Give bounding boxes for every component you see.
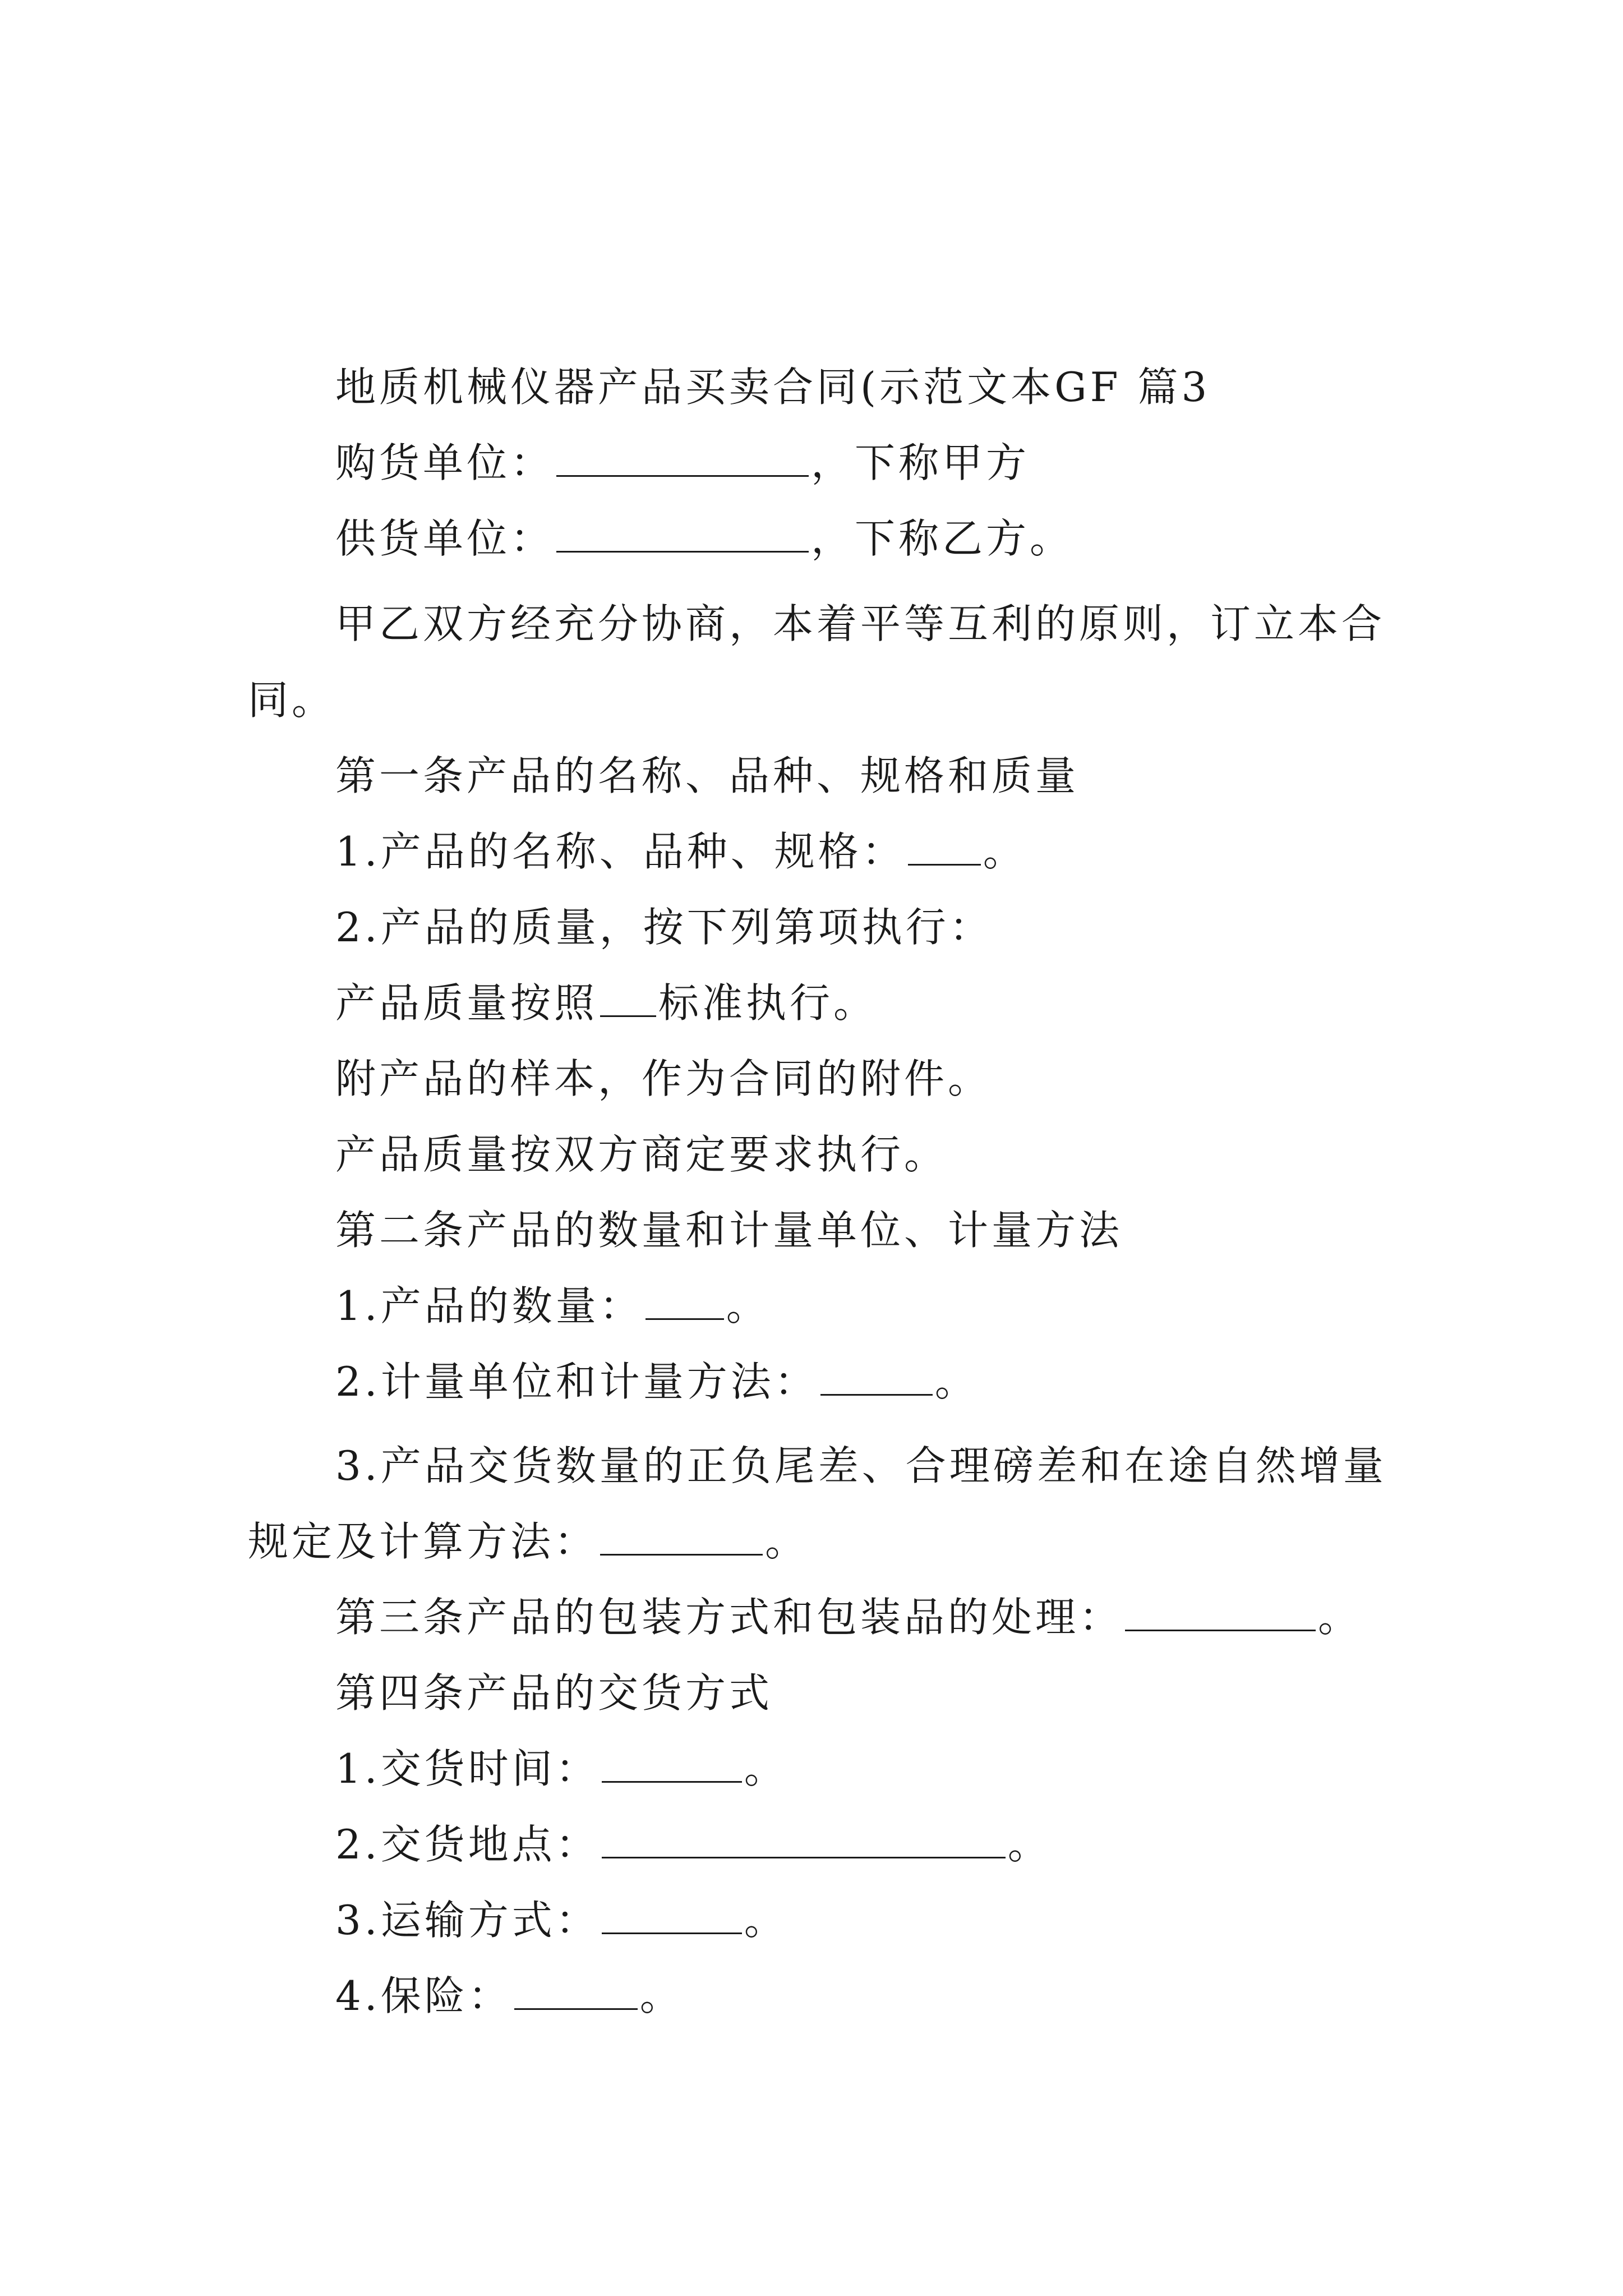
buyer-blank[interactable]: [556, 436, 809, 477]
standard-blank[interactable]: [600, 976, 656, 1017]
product-name-blank[interactable]: [908, 825, 981, 866]
article1-title: 第一条产品的名称、品种、规格和质量: [335, 752, 1080, 799]
tolerance-method-blank[interactable]: [600, 1515, 763, 1556]
article4-item2: 2.交货地点： 。: [335, 1816, 1052, 1872]
article1-option1: 产品质量按照 标准执行。: [335, 975, 877, 1031]
article4-item1: 1.交货时间： 。: [335, 1741, 788, 1797]
article1-option2: 附产品的样本，作为合同的附件。: [335, 1055, 992, 1102]
packaging-blank[interactable]: [1125, 1590, 1316, 1631]
quantity-blank[interactable]: [645, 1279, 724, 1320]
article3-line: 第三条产品的包装方式和包装品的处理： 。: [335, 1589, 1362, 1645]
article2-item3-line2: 规定及计算方法： 。: [248, 1513, 809, 1570]
delivery-place-blank[interactable]: [602, 1818, 1006, 1858]
article2-item1: 1.产品的数量： 。: [335, 1278, 770, 1334]
article1-item1: 1.产品的名称、品种、规格： 。: [335, 823, 1027, 880]
buyer-line: 购货单位： ，下称甲方: [335, 435, 1030, 491]
measurement-method-blank[interactable]: [820, 1355, 933, 1396]
article4-item3: 3.运输方式： 。: [335, 1892, 788, 1948]
article4-title: 第四条产品的交货方式: [335, 1669, 773, 1717]
article4-item4: 4.保险： 。: [335, 1968, 684, 2024]
article2-item2: 2.计量单位和计量方法： 。: [335, 1354, 979, 1410]
insurance-blank[interactable]: [514, 1969, 638, 2010]
seller-blank[interactable]: [556, 512, 809, 553]
intro-paragraph-line2: 同。: [248, 677, 336, 724]
article2-title: 第二条产品的数量和计量单位、计量方法: [335, 1207, 1123, 1254]
intro-paragraph-line1: 甲乙双方经充分协商，本着平等互利的原则，订立本合: [335, 600, 1386, 647]
article2-item3-line1: 3.产品交货数量的正负尾差、合理磅差和在途自然增量: [335, 1442, 1387, 1489]
seller-line: 供货单位： ，下称乙方。: [335, 510, 1073, 567]
document-title: 地质机械仪器产品买卖合同(示范文本GF 篇3: [335, 364, 1211, 411]
delivery-time-blank[interactable]: [602, 1742, 742, 1783]
article1-item2: 2.产品的质量，按下列第项执行：: [335, 904, 993, 951]
transport-method-blank[interactable]: [602, 1893, 742, 1934]
article1-option3: 产品质量按双方商定要求执行。: [335, 1131, 948, 1178]
